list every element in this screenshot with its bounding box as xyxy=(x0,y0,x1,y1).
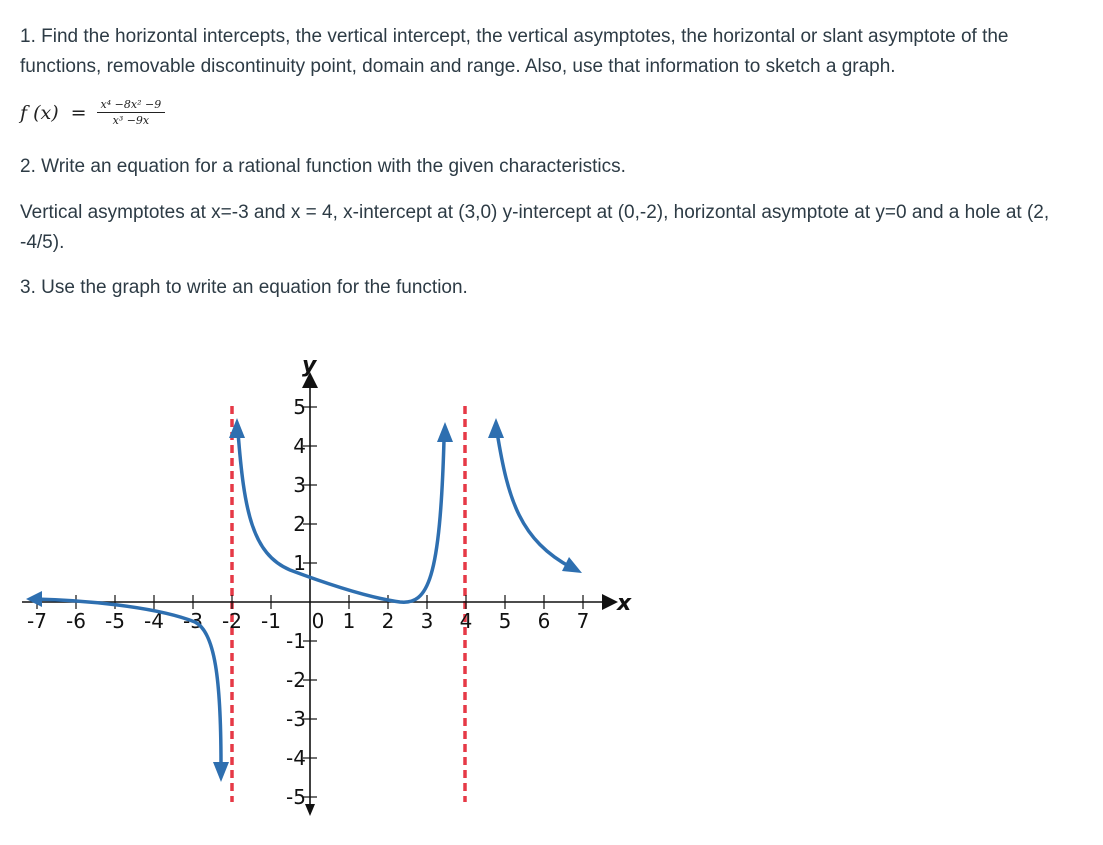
x-tick-label-5: 5 xyxy=(498,609,512,633)
x-tick-label--5: -5 xyxy=(105,609,125,633)
x-axis-label: x xyxy=(617,591,632,616)
y-tick-label-3: 3 xyxy=(293,473,306,497)
problem-3-text: 3. Use the graph to write an equation for the function. xyxy=(20,277,468,298)
y-tick-label-2: 2 xyxy=(293,512,306,536)
formula-equals: = xyxy=(70,101,87,124)
x-tick-label--4: -4 xyxy=(144,609,164,633)
y-tick-label--1: -1 xyxy=(286,629,306,653)
x-tick-label-2: 2 xyxy=(381,609,395,633)
y-tick-label--5: -5 xyxy=(286,785,306,809)
formula-lhs: f (x) xyxy=(20,101,59,124)
problem-2-details: Vertical asymptotes at x=-3 and x = 4, x-intercept at (3,0) y-intercept at (0,-2), horizontal asymptote at y=0 and a hole at (2, -4/5). xyxy=(20,202,1050,253)
problem-1-text: 1. Find the horizontal intercepts, the vertical intercept, the vertical asymptotes, the horizontal or slant asymptote of the functions, removable discontinuity point, domain and range. Also, use that information to sketch a graph. xyxy=(20,26,1009,77)
x-tick-labels xyxy=(27,609,589,633)
formula-fraction xyxy=(97,98,166,127)
arrow-left-end xyxy=(26,591,42,607)
x-tick-label-1: 1 xyxy=(342,609,356,633)
x-tick-label-7: 7 xyxy=(576,609,590,633)
y-tick-label-4: 4 xyxy=(293,434,306,458)
curve-middle-branch xyxy=(238,432,444,602)
arrow-left-down xyxy=(213,762,229,782)
y-tick-label--3: -3 xyxy=(286,707,306,731)
formula-numerator: x⁴ −8x² −9 xyxy=(97,98,166,113)
x-tick-label--1: -1 xyxy=(261,609,281,633)
arrow-right-up xyxy=(488,418,504,438)
arrow-right-end xyxy=(562,557,582,573)
y-tick-label--2: -2 xyxy=(286,668,306,692)
y-axis-down-arrow xyxy=(305,804,315,816)
y-axis-label: y xyxy=(302,353,317,378)
x-tick-label-6: 6 xyxy=(537,609,551,633)
curve-right-branch xyxy=(497,432,572,568)
x-tick-label--2: -2 xyxy=(222,609,242,633)
x-tick-label--6: -6 xyxy=(66,609,86,633)
function-formula xyxy=(20,98,165,127)
x-tick-label-4: 4 xyxy=(459,609,473,633)
formula-denominator: x³ −9x xyxy=(112,114,150,127)
x-tick-label-0: 0 xyxy=(311,609,325,633)
x-tick-label--7: -7 xyxy=(27,609,47,633)
arrow-middle-up-right xyxy=(437,422,453,442)
problem-2-text: 2. Write an equation for a rational function with the given characteristics. xyxy=(20,156,626,177)
y-tick-label--4: -4 xyxy=(286,746,306,770)
y-tick-label-1: 1 xyxy=(293,551,306,575)
rational-function-graph xyxy=(0,340,700,840)
y-tick-label-5: 5 xyxy=(293,395,306,419)
x-tick-label-3: 3 xyxy=(420,609,434,633)
x-tick-label--3: -3 xyxy=(183,609,203,633)
